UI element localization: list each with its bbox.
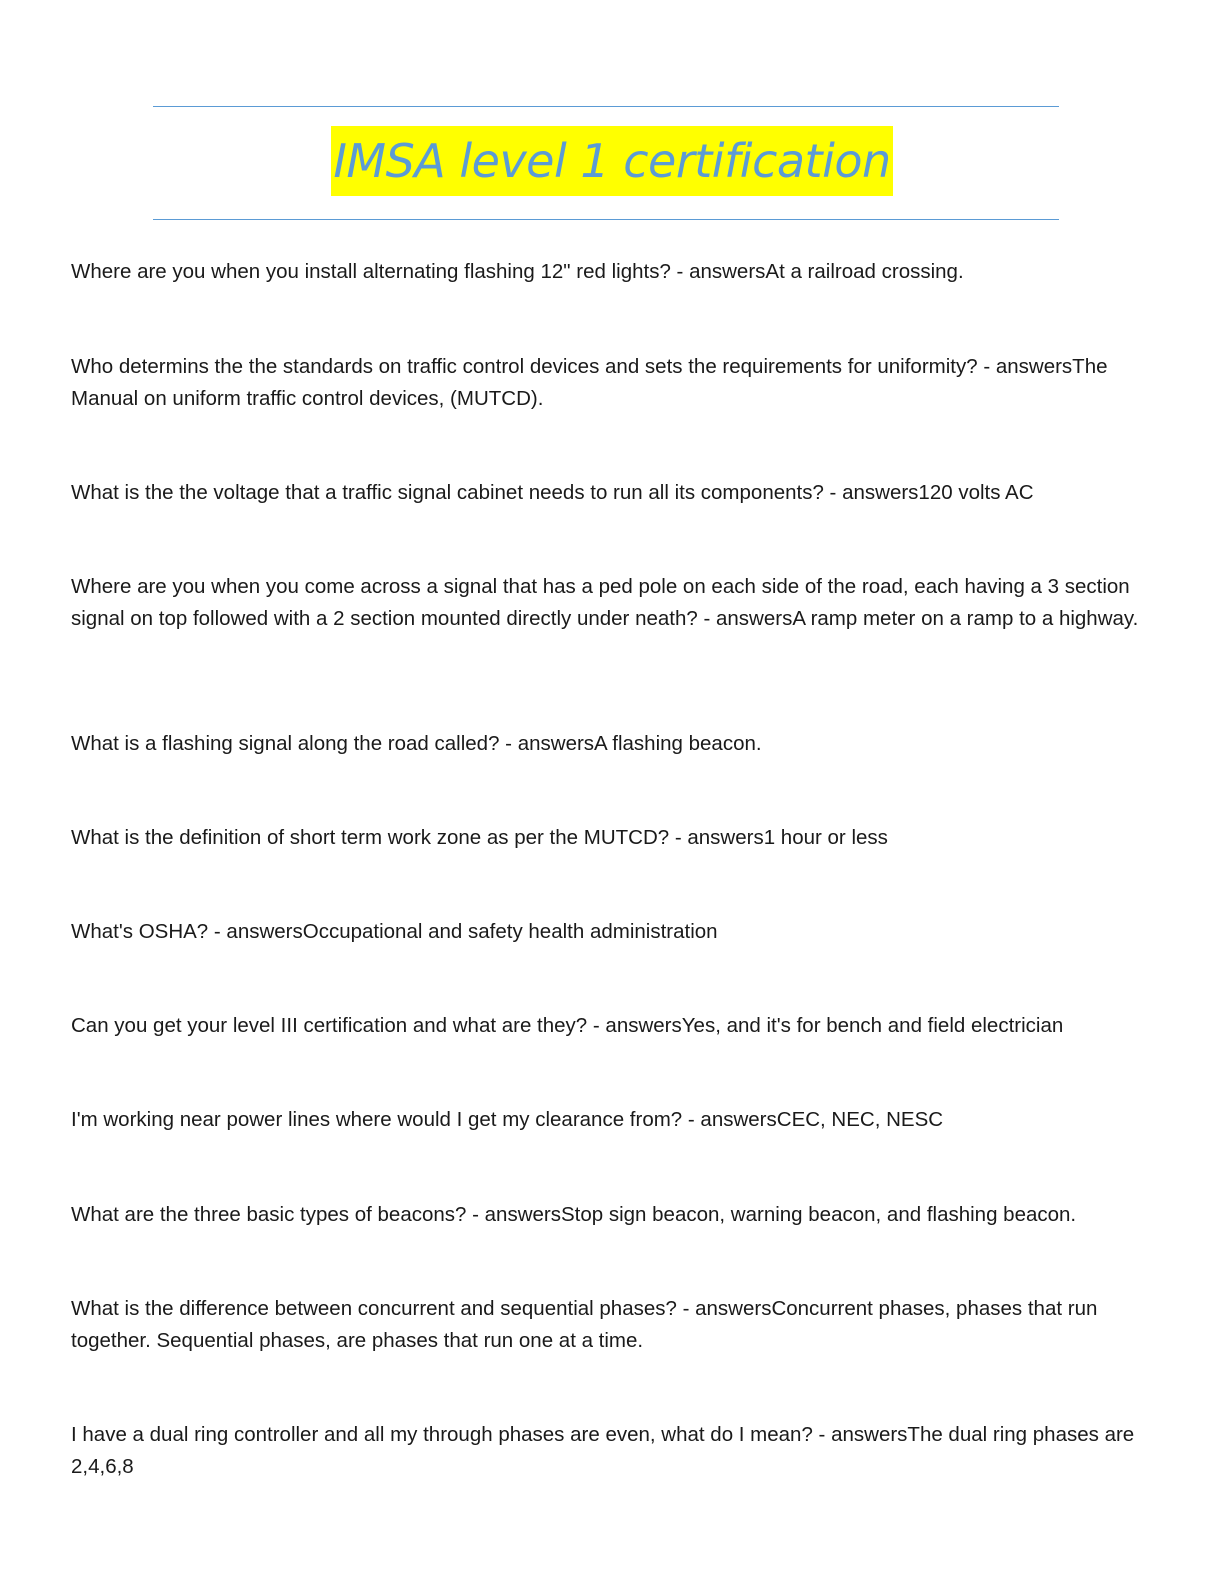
document-title: IMSA level 1 certification (331, 126, 892, 196)
title-top-rule (153, 106, 1059, 107)
qa-item-11: What is the difference between concurrent and sequential phases? - answersConcurrent phases, phases that run together. Sequential phases, are phases that run one at a time. (71, 1297, 1098, 1352)
title-container (0, 126, 1224, 196)
qa-item-2: Who determins the the standards on traffic control devices and sets the requirements for uniformity? - answersThe Manual on uniform traffic control devices, (MUTCD). (71, 355, 1108, 410)
title-bottom-rule (153, 219, 1059, 220)
qa-item-9: I'm working near power lines where would I get my clearance from? - answersCEC, NEC, NESC (71, 1108, 944, 1131)
qa-item-3: What is the the voltage that a traffic signal cabinet needs to run all its components? - answers120 volts AC (71, 481, 1034, 504)
qa-item-6: What is the definition of short term work zone as per the MUTCD? - answers1 hour or less (71, 826, 888, 849)
qa-item-1: Where are you when you install alternating flashing 12" red lights? - answersAt a railroad crossing. (71, 260, 964, 283)
qa-item-7: What's OSHA? - answersOccupational and safety health administration (71, 920, 718, 943)
qa-item-12: I have a dual ring controller and all my through phases are even, what do I mean? - answersThe dual ring phases are 2,4,6,8 (71, 1423, 1135, 1478)
qa-item-5: What is a flashing signal along the road called? - answersA flashing beacon. (71, 732, 762, 755)
qa-item-4: Where are you when you come across a signal that has a ped pole on each side of the road, each having a 3 section signal on top followed with a 2 section mounted directly under neath? - answersA ramp meter on a ramp to a highway. (71, 575, 1139, 630)
qa-item-10: What are the three basic types of beacons? - answersStop sign beacon, warning beacon, and flashing beacon. (71, 1203, 1077, 1226)
qa-item-8: Can you get your level III certification and what are they? - answersYes, and it's for bench and field electrician (71, 1014, 1064, 1037)
